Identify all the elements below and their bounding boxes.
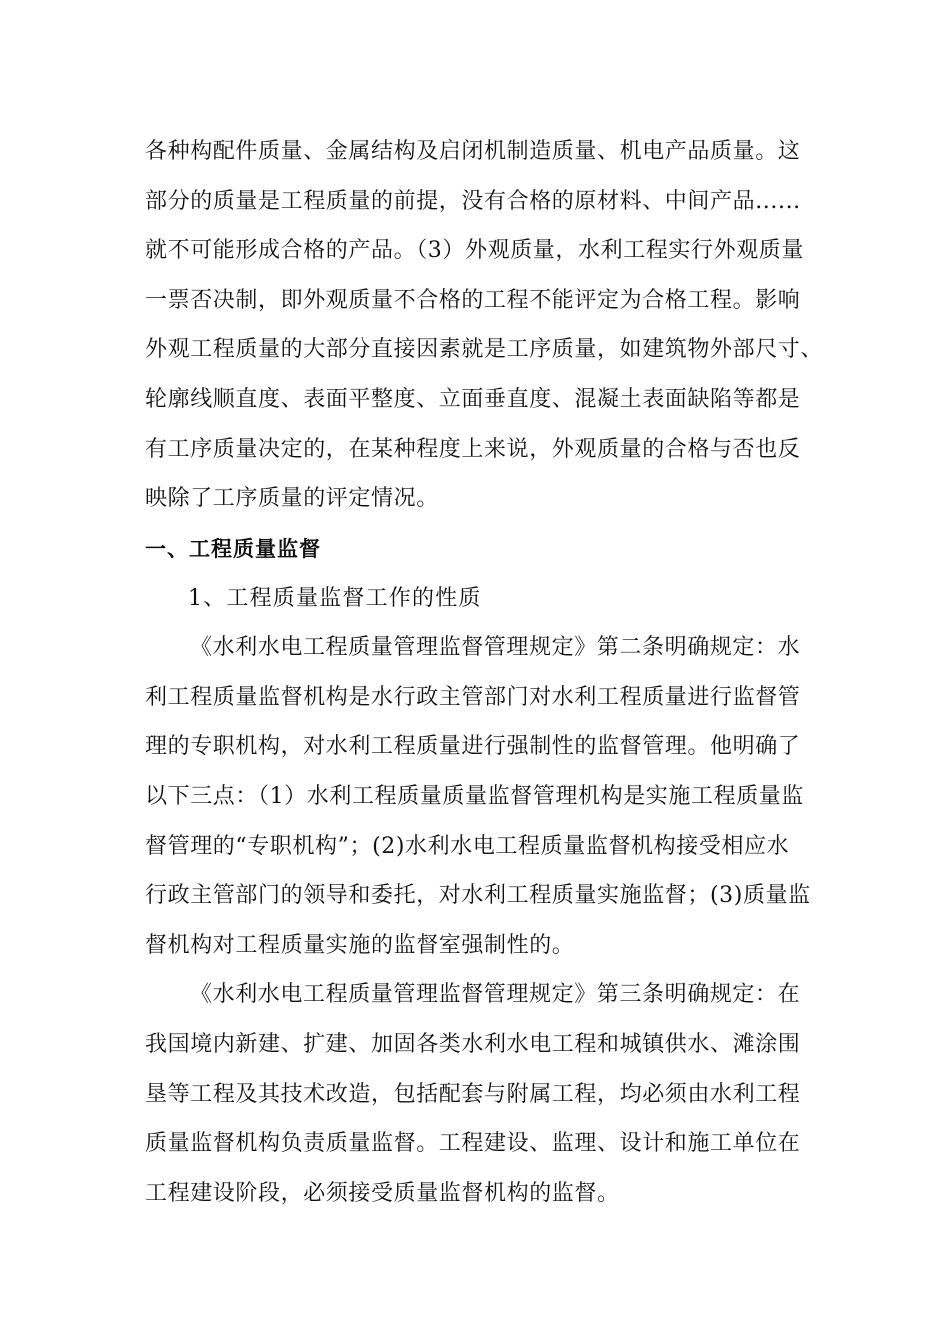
text-line: 理的专职机构，对水利工程质量进行强制性的监督管理。他明确了 bbox=[145, 734, 801, 759]
text-line: 垦等工程及其技术改造，包括配套与附属工程，均必须由水利工程 bbox=[145, 1082, 801, 1107]
text-line: 各种构配件质量、金属结构及启闭机制造质量、机电产品质量。这 bbox=[145, 139, 801, 164]
text-line: 我国境内新建、扩建、加固各类水利水电工程和城镇供水、滩涂围 bbox=[145, 1032, 801, 1057]
subsection-heading: 1、工程质量监督工作的性质 bbox=[188, 586, 482, 611]
text-line: 有工序质量决定的，在某种程度上来说，外观质量的合格与否也反 bbox=[145, 437, 801, 462]
text-line: 质量监督机构负责质量监督。工程建设、监理、设计和施工单位在 bbox=[145, 1131, 801, 1156]
text-line: 一票否决制，即外观质量不合格的工程不能评定为合格工程。影响 bbox=[145, 288, 801, 313]
text-line: 行政主管部门的领导和委托，对水利工程质量实施监督；(3)质量监 bbox=[145, 883, 811, 908]
text-line: 外观工程质量的大部分直接因素就是工序质量，如建筑物外部尺寸、 bbox=[145, 337, 824, 362]
text-line: 利工程质量监督机构是水行政主管部门对水利工程质量进行监督管 bbox=[145, 685, 801, 710]
text-line: 映除了工序质量的评定情况。 bbox=[145, 486, 439, 511]
section-heading: 一、工程质量监督 bbox=[145, 537, 321, 561]
text-line: 工程建设阶段，必须接受质量监督机构的监督。 bbox=[145, 1181, 620, 1206]
text-line: 就不可能形成合格的产品。（3）外观质量，水利工程实行外观质量 bbox=[145, 238, 804, 263]
text-line: 督机构对工程质量实施的监督室强制性的。 bbox=[145, 933, 575, 958]
text-line: 《水利水电工程质量管理监督管理规定》第二条明确规定：水 bbox=[190, 635, 801, 660]
text-line: 轮廓线顺直度、表面平整度、立面垂直度、混凝土表面缺陷等都是 bbox=[145, 387, 801, 412]
text-line: 督管理的“专职机构”；(2)水利水电工程质量监督机构接受相应水 bbox=[145, 834, 790, 859]
text-line: 部分的质量是工程质量的前提，没有合格的原材料、中间产品...... bbox=[145, 189, 801, 214]
text-line: 以下三点：（1）水利工程质量质量监督管理机构是实施工程质量监 bbox=[145, 784, 804, 809]
text-line: 《水利水电工程质量管理监督管理规定》第三条明确规定：在 bbox=[190, 982, 801, 1007]
